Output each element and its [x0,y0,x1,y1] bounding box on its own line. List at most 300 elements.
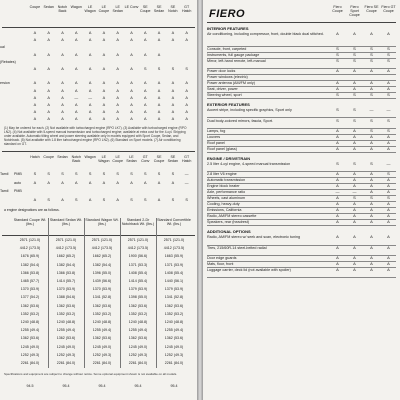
cell-value: A [47,52,50,57]
cell-value: 1379 (53.9) [128,287,148,292]
section-title: ADDITIONAL OPTIONS [207,229,251,235]
cell-value: 1676 (65.9) [20,254,40,259]
cell-value: 1362 (53.6) [128,303,148,308]
cell-value: — [386,107,391,113]
cell-value: A [33,110,37,115]
cell-value: A [61,110,64,115]
cell-value: S [75,197,78,202]
cell-value: A [144,103,147,107]
column-header: Fiero SE Coupe [364,5,379,13]
cell-value: A [33,52,37,57]
column-header: LE Coupe [98,5,110,13]
cell-value: A [157,88,161,93]
column-header: Fiero GT Coupe [381,5,396,13]
power-row [0,181,194,185]
cell-value: — [74,95,79,100]
cell-value: A [353,128,356,133]
cell-value: A [75,31,78,35]
cell-value: A [336,68,339,74]
spec-row [0,45,194,49]
feature-row [207,246,397,250]
cell-value: A [33,180,37,185]
cell-value: 2571 (121.0) [19,238,41,242]
cell-value: A [47,88,50,93]
cell-value: A [353,183,356,189]
cell-value: A [102,180,106,185]
cell-value: S [130,172,133,176]
right-column-header [329,5,397,17]
weight-row [12,238,192,242]
cell-value: 1663 (55.9) [164,254,184,259]
cell-value: A [353,146,356,151]
feature-row [207,202,397,206]
cell-value: — [386,161,391,166]
weight-row [12,254,192,258]
feature-label: Power windows (electric) [207,75,248,80]
cell-value: A [33,117,37,122]
feature-row [207,256,397,260]
cell-value: A [171,31,175,35]
feature-row [207,119,397,123]
left-page [0,0,197,400]
column-header: Sedan [43,5,54,9]
spec-row [0,89,194,93]
weight-row [12,304,192,308]
cell-value: A [116,110,119,115]
cell-value: — [369,107,374,113]
cell-value: A [353,234,356,240]
feature-label: Power antenna (AM/FM only) [207,81,255,86]
cell-value: A [47,31,50,35]
column-header: Notch Back [71,155,81,163]
row-label: ual [0,45,5,50]
cell-value: A [130,31,133,35]
cell-value: A [387,86,390,92]
column-header: Standard 2-Dr Notchback Wt. (lbs.) [121,218,155,226]
cell-value: A [353,171,356,177]
feature-label: Instruments, full gauge package [207,52,260,57]
cell-value: A [370,86,373,92]
cell-value: A [353,80,356,86]
cell-value: 1377 (54.2) [20,295,40,300]
cell-value: S [387,117,390,123]
column-header: SE Coupe [153,155,165,163]
cell-value: A [75,67,78,71]
cell-value: 1370 (53.9) [56,287,76,292]
cell-value: S [387,45,390,51]
column-header: SE Sedan [153,5,165,13]
feature-row [207,32,397,36]
cell-value: S [144,197,147,202]
cell-value: A [75,52,78,57]
cell-value: A [61,95,64,100]
cell-value: A [102,38,106,43]
cell-value: A [370,68,373,74]
spec-row [0,81,194,85]
cell-value: A [61,103,64,107]
column-header: Fiero Coupe [332,5,343,13]
column-header: Standard Wagon Wt. (lbs.) [85,218,119,226]
cell-value: A [387,183,390,189]
cell-value: 1240 (48.8) [164,320,184,324]
cell-value: S [157,67,161,71]
row-label: Tamil [0,172,9,176]
feature-label: Emissions, California [207,208,242,213]
cell-value: 1255 (49.4) [92,328,112,333]
cell-value: A [387,261,390,267]
cell-value: A [336,244,339,250]
cell-value: A [88,38,92,43]
feature-row [207,141,397,145]
cell-value: A [336,213,339,219]
feature-label: Roof panel (glass) [207,147,237,151]
cell-value: A [387,213,390,219]
cell-value: 1366 (53.8) [20,270,40,275]
cell-value: 1440 (56.1) [164,279,184,283]
cell-value: 4412 (173.5) [163,246,185,251]
weight-row [12,295,192,299]
row-label: Tamil [0,189,9,193]
power-row [0,198,194,202]
cell-value: A [33,31,37,35]
cell-value: A [61,38,64,43]
cell-value: A [171,117,175,122]
cell-value: S [47,197,50,202]
cell-value: 1252 (49.3) [164,352,184,357]
cell-value: A [157,31,161,35]
cell-value: A [116,81,119,86]
cell-value: A [157,197,161,202]
cell-value: A [336,267,339,273]
cell-value: A [47,103,50,107]
power-row [0,189,194,193]
cell-value: 1408 (55.4) [164,270,184,275]
column-header: GT Hatch [181,5,192,13]
cell-value: S [144,172,147,176]
cell-value: 1240 (48.8) [128,320,148,324]
feature-label: Mats, floor, front [207,262,234,267]
cell-value: 1371 (53.9) [164,262,184,267]
feature-label: Accent stripe, including specific graphics, Sport only [207,108,292,113]
cell-value: A [336,234,339,240]
cell-value: 1341 (52.8) [92,295,112,300]
feature-row [207,135,397,139]
cell-value: 1414 (55.4) [128,279,148,283]
cell-value: A [171,110,175,115]
cell-value: A [353,177,356,183]
feature-row [207,220,397,224]
cell-value: A [47,67,50,71]
cell-value: 1382 (54.4) [20,262,40,267]
header-rule [2,27,195,28]
feature-row [207,147,397,151]
cell-value: A [88,88,92,93]
feature-label: 2.5 liter 4-cyl engine, 4-speed manual transmission [207,162,291,166]
column-header: Wagon [70,5,82,9]
weight-row [12,263,192,267]
row-sublabel: PMB [14,172,22,176]
cell-value: A [102,52,106,57]
cell-value: A [353,219,356,225]
cell-value: A [336,146,339,151]
cell-value: A [61,197,64,202]
cell-value: 1245 (49.0) [164,344,184,349]
spec-row [0,60,194,64]
cell-value: — [335,189,340,195]
feature-row [207,87,397,91]
cell-value: A [61,67,64,71]
feature-row [207,93,397,97]
cell-value: S [353,51,356,57]
cell-value: A [171,38,175,43]
bottom-figures [12,384,192,388]
row-label: ersion [0,81,10,86]
column-header: SE Sedan [167,155,179,163]
weight-row [12,336,192,340]
column-header: Sedan [57,155,68,159]
weight-row [12,361,192,365]
cell-value: A [370,234,373,240]
cell-value: A [75,117,78,122]
cell-value: A [116,31,119,35]
cell-value: A [370,261,373,267]
column-header: GT Hatch [181,155,192,163]
cell-value: A [102,81,106,86]
cell-value: A [370,213,373,219]
cell-value: A [116,52,119,57]
figure-value: 94.5 [26,384,34,388]
column-header: Coupe [43,155,54,159]
spec-row [0,117,194,121]
cell-value: 1252 (49.3) [20,352,40,357]
cell-value: A [370,219,373,225]
cell-value: A [370,189,373,195]
cell-value: A [370,31,373,36]
cell-value: — [352,189,357,195]
cell-value: 1352 (53.2) [164,311,184,316]
cell-value: A [47,117,50,122]
cell-value: A [88,110,92,115]
feature-row [207,262,397,266]
cell-value: A [353,213,356,219]
cell-value: S [370,161,373,166]
column-divider [84,218,85,368]
cell-value: A [33,197,37,202]
cell-value: A [387,134,390,139]
cell-value: A [116,88,119,93]
cell-value: S [88,172,92,176]
spec-row [0,53,194,57]
weight-row [12,287,192,291]
column-divider [48,218,49,368]
cell-value: A [88,67,92,71]
spec-row [0,103,194,107]
column-header: LE Sedan [126,155,137,163]
cell-value: A [33,88,37,93]
cell-value: A [387,234,390,240]
cell-value: A [61,31,64,35]
cell-value: 2571 (121.0) [55,238,77,242]
cell-value: A [387,244,390,250]
feature-label: Air conditioning, including compressor, front, double black dual stitched. [207,32,324,36]
power-row [0,172,194,176]
right-header-rule [207,22,396,23]
feature-row [207,268,397,272]
cell-value: A [387,219,390,225]
cell-value: A [102,117,106,122]
cell-value: A [102,31,106,35]
cell-value: S [353,92,356,98]
cell-value: A [157,95,161,100]
feature-row [207,214,397,218]
cell-value: A [102,103,106,107]
cell-value: A [185,81,188,86]
cell-value: S [353,45,356,51]
cell-value: A [75,103,78,107]
cell-value: S [353,107,356,113]
weight-header [12,218,192,226]
cell-value: S [144,67,147,71]
feature-label: Console, front, carpeted [207,46,247,51]
cell-value: A [353,68,356,74]
cell-value: A [88,81,92,86]
cell-value: A [116,180,119,185]
cell-value: 1240 (48.8) [20,320,40,324]
cell-value: A [387,255,390,261]
spec-row [0,38,194,42]
fiero-logo: FIERO [209,8,246,20]
cell-value: 1352 (53.2) [20,311,40,316]
cell-value: A [370,177,373,183]
cell-value: 1245 (49.0) [92,344,112,349]
cell-value: 1370 (53.9) [20,287,40,292]
cell-value: A [171,180,175,185]
feature-label: Luggage carrier, deck lid (not available with spoiler) [207,268,291,273]
cell-value: 1362 (53.6) [164,336,184,341]
cell-value: A [353,31,356,36]
cell-value: 1341 (52.8) [164,295,184,300]
feature-row [207,47,397,51]
cell-value: 1379 (53.9) [164,287,184,292]
cell-value: 1362 (53.6) [20,336,40,341]
cell-value: 1255 (49.4) [56,328,76,333]
cell-value: A [336,31,339,36]
cell-value: A [47,81,50,86]
cell-value: S [387,51,390,57]
cell-value: A [370,244,373,250]
cell-value: A [336,201,339,207]
spec-row [0,31,194,35]
cell-value: 4412 (173.5) [91,246,113,251]
feature-row [207,69,397,73]
cell-value: A [88,52,92,57]
cell-value: A [157,117,161,122]
cell-value: A [61,88,64,93]
cell-value: S [370,117,373,123]
feature-label: 2.8 liter V6 engine [207,172,237,177]
cell-value: 2571 (121.0) [127,238,149,242]
feature-label: Seat, driver, power [207,87,238,92]
cell-value: S [47,172,50,176]
column-header: Coupe [29,5,41,9]
cell-value: 2571 (121.0) [91,238,113,242]
cell-value: A [336,261,339,267]
feature-row [207,53,397,57]
cell-value: 1245 (49.0) [20,344,40,349]
cell-value: 1362 (53.6) [56,336,76,341]
cell-value: S [102,172,106,176]
cell-value: 2571 (121.0) [163,238,185,242]
feature-row [207,178,397,182]
cell-value: A [130,103,133,107]
cell-value: 1352 (53.2) [128,311,148,316]
cell-value: S [130,197,133,202]
cell-value: A [185,103,188,107]
row-sublabel: auto [14,180,21,185]
feature-label: Steering wheel, sport [207,93,242,98]
figure-value: 95.4 [134,384,142,388]
feature-label: Engine block heater [207,184,240,189]
cell-value: S [171,197,175,202]
column-header: LE Coupe [112,155,123,163]
cell-value: 1370 (53.9) [92,287,112,292]
row-sublabel: PMB [14,189,22,193]
spec-row [0,96,194,100]
cell-value: A [336,207,339,213]
feature-label: Radio, AM/FM stereo cassette [207,214,257,219]
cell-value: S [387,92,390,98]
weight-row [12,353,192,357]
cell-value: 1382 (54.4) [92,262,112,267]
cell-value: A [387,201,390,207]
cell-value: A [116,38,119,43]
column-header: LE Wagon [84,5,96,13]
cell-value: 1371 (53.3) [128,262,148,267]
cell-value: A [370,146,373,151]
cell-value: A [387,177,390,183]
cell-value: S [370,57,373,63]
power-note: a engine designations are as follows. [4,208,60,212]
cell-value: S [185,197,188,202]
cell-value: A [387,31,390,36]
feature-row [207,196,397,200]
feature-row [207,184,397,188]
feature-label: Lamps, fog [207,129,226,133]
feature-label: Roof panel [207,141,225,145]
cell-value: S [157,172,161,176]
cell-value: A [61,81,64,86]
cell-value: 2261 (84.0) [56,361,76,365]
cell-value: A [144,180,147,185]
cell-value: S [353,161,356,166]
cell-value: A [116,117,119,122]
cell-value: 2261 (84.0) [20,361,40,365]
cell-value: 1396 (55.0) [92,270,112,275]
weight-row [12,246,192,250]
cell-value: 1240 (48.8) [56,320,76,324]
footnote-rule [2,151,195,152]
cell-value: A [130,110,133,115]
column-header: Standard Coupe Wt. (lbs.) [13,218,47,226]
cell-value: A [102,67,106,71]
feature-label: Radio, AM/FM stereo w/ seek and scan, electronic tuning [207,235,301,240]
weight-row [12,271,192,275]
cell-value: A [171,95,175,100]
cell-value: A [336,128,339,133]
cell-value: A [370,267,373,273]
cell-value: A [130,117,133,122]
cell-value: S [387,57,390,63]
